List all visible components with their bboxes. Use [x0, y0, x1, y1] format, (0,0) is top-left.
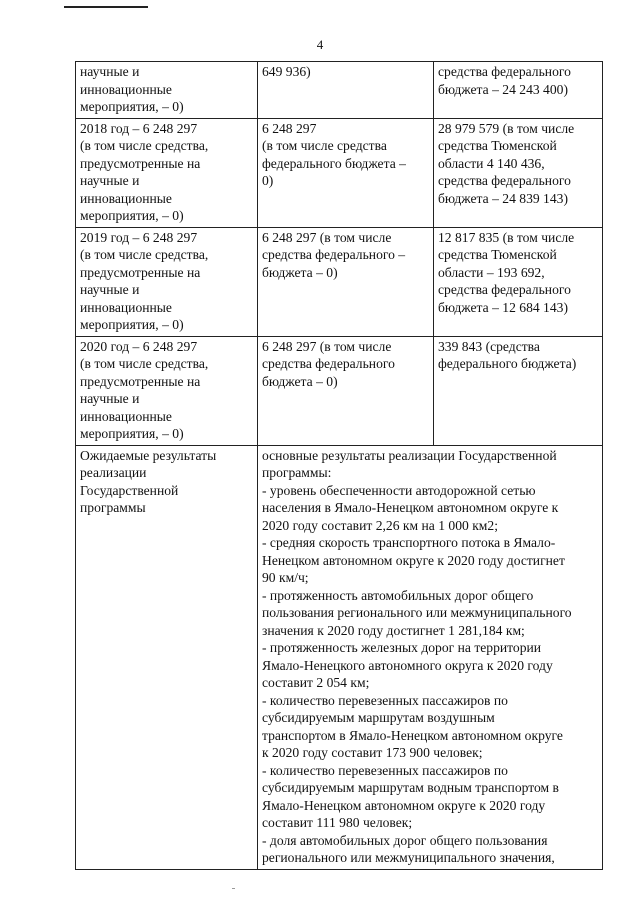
cell-other-sources [434, 118, 603, 227]
cell-regional-budget [258, 118, 434, 227]
top-rule [64, 6, 148, 8]
text-line: Ямало-Ненецком автономном округе к 2020 году [262, 797, 546, 813]
text-line: 6 248 297 (в том числе [262, 338, 392, 354]
text-line: мероприятия, – 0) [80, 426, 184, 441]
text-line: предусмотренные на [80, 373, 201, 389]
text-line: средства Тюменской [438, 247, 557, 262]
scan-speck [232, 888, 235, 889]
cell-year [76, 62, 258, 119]
text-line: предусмотренные на [80, 264, 201, 280]
cell-year [76, 227, 258, 336]
text-line: Ожидаемые результаты [80, 447, 217, 463]
text-line: 90 км/ч; [262, 570, 309, 585]
text-line: 339 843 (средства [438, 338, 540, 354]
text-line: Государственной [80, 482, 179, 498]
text-line: средства федерального [438, 173, 571, 188]
text-line: реализации [80, 465, 147, 480]
text-line: - количество перевезенных пассажиров по [262, 692, 508, 708]
text-line: 12 817 835 (в том числе [438, 229, 575, 245]
text-line: бюджета – 24 839 143) [438, 190, 568, 206]
text-line: - протяженность железных дорог на территории [262, 640, 542, 655]
text-line: средства федерального – [262, 247, 406, 262]
text-line: регионального или межмуниципального значения, [262, 850, 555, 865]
text-line: субсидируемым маршрутам водным транспортом в [262, 780, 559, 795]
text-line: населения в Ямало-Ненецком автономном округе к [262, 500, 559, 515]
text-line: транспортом в Ямало-Ненецком автономном округе [262, 727, 563, 743]
text-line: федерального бюджета – [262, 155, 406, 171]
text-line: мероприятия, – 0) [80, 317, 184, 332]
cell-other-sources [434, 227, 603, 336]
text-line: области 4 140 436, [438, 155, 545, 171]
text-line: 2020 год – 6 248 297 [80, 338, 198, 354]
text-line: 0) [262, 173, 274, 188]
text-line: 2019 год – 6 248 297 [80, 229, 198, 245]
text-line: (в том числе средства, [80, 247, 209, 262]
table-row [76, 227, 603, 336]
text-line: 28 979 579 (в том числе [438, 120, 575, 136]
program-table [75, 61, 603, 870]
cell-regional-budget [258, 336, 434, 445]
results-label-cell [76, 445, 258, 869]
text-line: мероприятия, – 0) [80, 208, 184, 223]
cell-year [76, 118, 258, 227]
text-line: инновационные [80, 190, 172, 206]
text-line: научные и [80, 173, 140, 188]
page-number: 4 [316, 37, 324, 52]
text-line: бюджета – 24 243 400) [438, 81, 568, 97]
text-line: федерального бюджета) [438, 356, 577, 371]
text-line: - доля автомобильных дорог общего пользования [262, 832, 548, 848]
cell-other-sources [434, 336, 603, 445]
table-row [76, 118, 603, 227]
text-line: к 2020 году составит 173 900 человек; [262, 745, 483, 760]
text-line: мероприятия, – 0) [80, 99, 184, 114]
text-line: 6 248 297 [262, 120, 317, 136]
text-line: Ненецком автономном округе к 2020 году достигнет [262, 552, 565, 568]
text-line: 6 248 297 (в том числе [262, 229, 392, 245]
text-line: пользования регионального или межмуниципального [262, 605, 572, 620]
table-row [76, 62, 603, 119]
text-line: средства Тюменской [438, 138, 557, 153]
text-line: средства федерального [262, 356, 395, 371]
text-line: научные и [80, 391, 140, 406]
program-table-body [76, 62, 603, 870]
text-line: программы: [262, 465, 332, 480]
text-line: - средняя скорость транспортного потока в Ямало- [262, 535, 556, 550]
text-line: бюджета – 0) [262, 373, 338, 389]
text-line: - количество перевезенных пассажиров по [262, 762, 508, 778]
text-line: - уровень обеспеченности автодорожной сетью [262, 482, 536, 498]
text-line: значения к 2020 году достигнет 1 281,184 км; [262, 622, 525, 638]
text-line: основные результаты реализации Государственной [262, 447, 557, 463]
text-line: 649 936) [262, 64, 311, 79]
text-line: научные и [80, 282, 140, 297]
text-line: (в том числе средства [262, 138, 387, 153]
text-line: Ямало-Ненецкого автономного округа к 2020 году [262, 657, 553, 673]
table-row [76, 336, 603, 445]
text-line: инновационные [80, 81, 172, 97]
cell-regional-budget [258, 62, 434, 119]
text-line: бюджета – 0) [262, 264, 338, 280]
text-line: научные и [80, 64, 140, 79]
cell-regional-budget [258, 227, 434, 336]
text-line: (в том числе средства, [80, 138, 209, 153]
text-line: программы [80, 500, 146, 515]
text-line: составит 2 054 км; [262, 675, 370, 690]
text-line: средства федерального [438, 64, 571, 79]
text-line: - протяженность автомобильных дорог общего [262, 587, 534, 603]
text-line: предусмотренные на [80, 155, 201, 171]
results-row [76, 445, 603, 869]
text-line: области – 193 692, [438, 264, 545, 280]
text-line: 2020 году составит 2,26 км на 1 000 км2; [262, 517, 498, 533]
results-text-cell [258, 445, 603, 869]
cell-year [76, 336, 258, 445]
text-line: инновационные [80, 299, 172, 315]
text-line: 2018 год – 6 248 297 [80, 120, 198, 136]
text-line: составит 111 980 человек; [262, 815, 413, 830]
text-line: субсидируемым маршрутам воздушным [262, 710, 495, 725]
text-line: инновационные [80, 408, 172, 424]
text-line: бюджета – 12 684 143) [438, 299, 568, 315]
cell-other-sources [434, 62, 603, 119]
text-line: (в том числе средства, [80, 356, 209, 371]
text-line: средства федерального [438, 282, 571, 297]
